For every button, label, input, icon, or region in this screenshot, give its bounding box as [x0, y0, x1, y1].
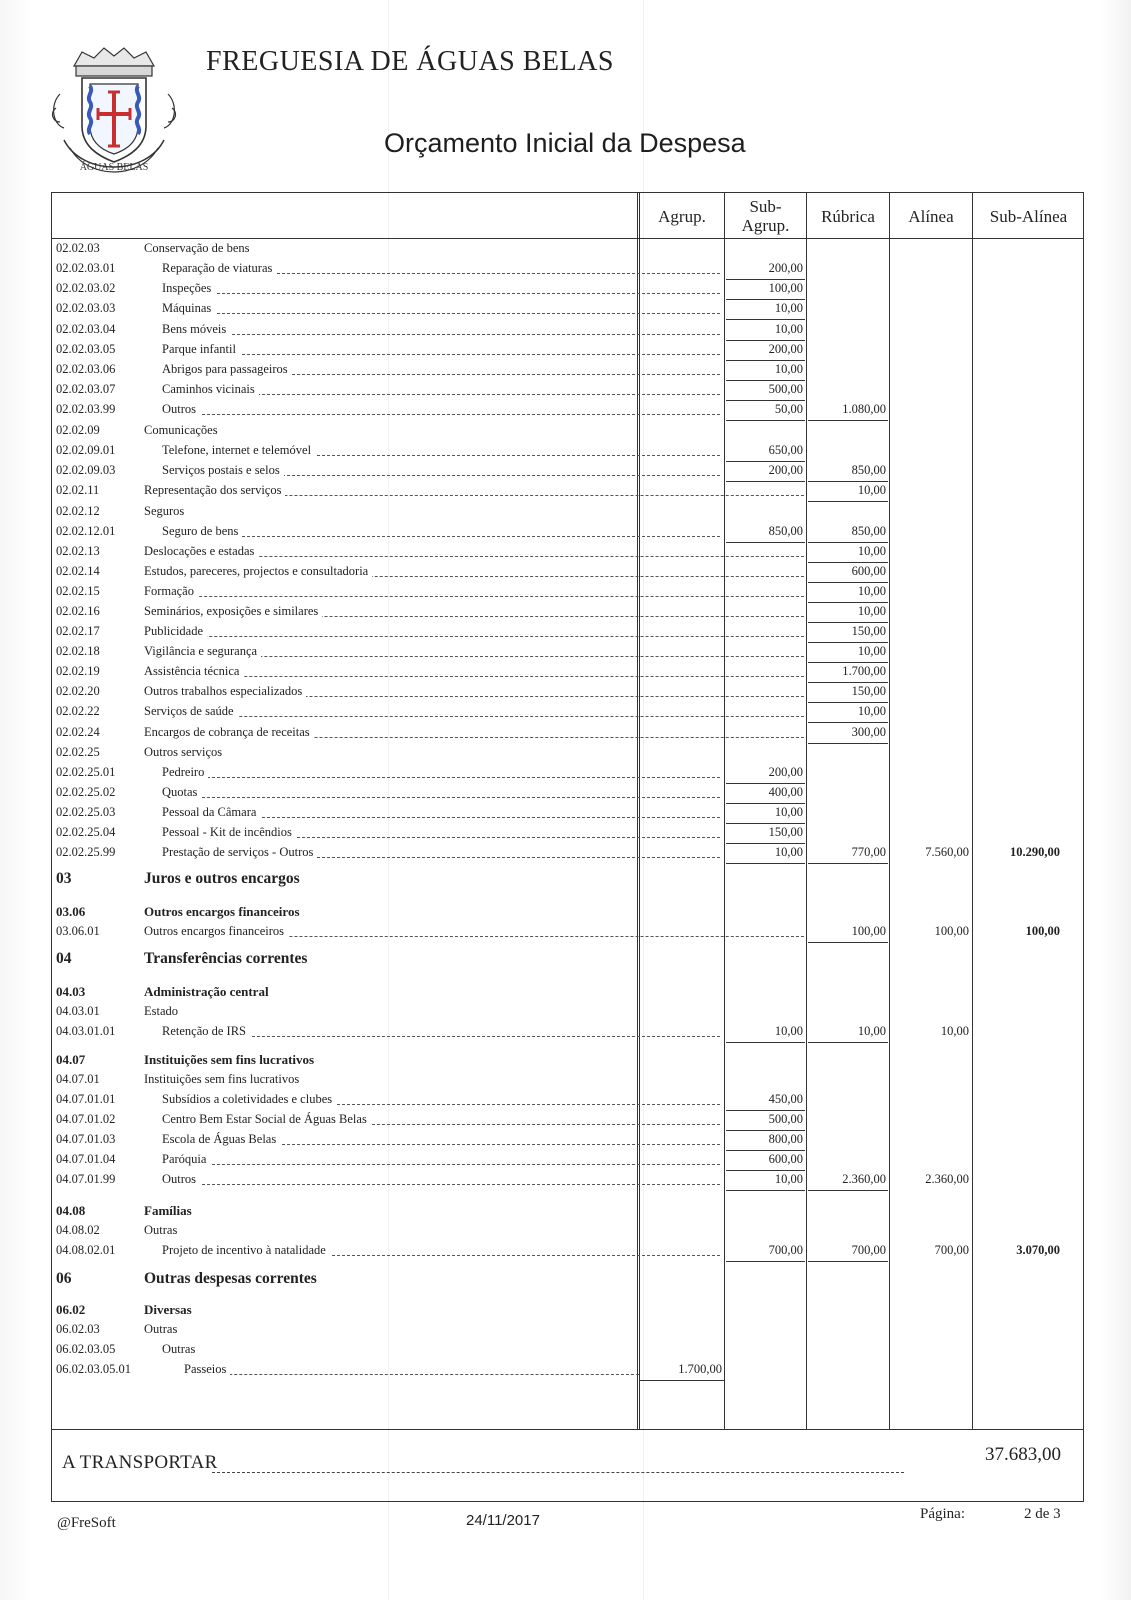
row-description: Conservação de bens	[144, 241, 254, 256]
row-description: Seguros	[144, 504, 188, 519]
table-row	[54, 1070, 1084, 1090]
leader-dashes	[162, 1164, 720, 1165]
row-description: Reparação de viaturas	[162, 261, 276, 276]
row-code: 02.02.03.04	[56, 322, 116, 336]
table-row	[54, 1201, 1084, 1221]
value-sub-agrup: 700,00	[768, 1243, 803, 1257]
leader-dashes	[144, 716, 804, 717]
value-sub-agrup: 100,00	[768, 281, 803, 295]
row-code: 04.03	[56, 984, 86, 999]
value-rubrica: 2.360,00	[842, 1172, 886, 1186]
row-code: 06.02.03	[56, 1322, 100, 1336]
row-description: Outros encargos financeiros	[144, 904, 304, 920]
value-sub-agrup: 150,00	[768, 825, 803, 839]
row-code: 02.02.09.01	[56, 443, 116, 457]
row-description: Assistência técnica	[144, 664, 243, 679]
transport-total: 37.683,00	[985, 1444, 1061, 1465]
leader-dashes	[162, 1184, 720, 1185]
value-rubrica: 1.700,00	[842, 664, 886, 678]
software-credit: @FreSoft	[57, 1515, 116, 1531]
table-row	[54, 723, 1084, 743]
table-bottom-divider	[51, 1429, 1084, 1430]
leader-dashes	[162, 536, 720, 537]
table-row	[54, 922, 1084, 942]
page-label: Página:	[920, 1506, 965, 1522]
row-description: Quotas	[162, 785, 201, 800]
row-code: 04.08.02.01	[56, 1243, 116, 1257]
row-description: Parque infantil	[162, 342, 240, 357]
table-row	[54, 1150, 1084, 1170]
row-code: 02.02.15	[56, 584, 100, 598]
row-code: 02.02.22	[56, 704, 100, 718]
column-header-sub-agrup	[725, 196, 806, 236]
leader-dashes	[162, 414, 720, 415]
value-rubrica: 300,00	[851, 725, 886, 739]
value-sub-agrup: 10,00	[774, 805, 803, 819]
row-description: Comunicações	[144, 423, 222, 438]
row-description: Pedreiro	[162, 765, 208, 780]
value-rubrica: 150,00	[851, 684, 886, 698]
value-rubrica: 850,00	[851, 524, 886, 538]
value-rubrica: 10,00	[857, 584, 886, 598]
row-description: Representação dos serviços	[144, 483, 285, 498]
table-row	[54, 502, 1084, 522]
value-sub-agrup: 850,00	[768, 524, 803, 538]
row-description: Outros	[162, 402, 200, 417]
row-description: Outros trabalhos especializados	[144, 684, 306, 699]
transport-leader	[212, 1472, 904, 1473]
subtotal-rule	[808, 863, 888, 864]
row-description: Formação	[144, 584, 198, 599]
row-description: Escola de Águas Belas	[162, 1132, 280, 1147]
table-row	[54, 421, 1084, 441]
row-description: Estado	[144, 1004, 182, 1019]
row-code: 02.02.09	[56, 423, 100, 437]
value-rubrica: 10,00	[857, 704, 886, 718]
value-sub-agrup: 200,00	[768, 261, 803, 275]
leader-dashes	[144, 636, 804, 637]
value-sub-alinea: 3.070,00	[1016, 1243, 1060, 1257]
row-code: 04.07.01	[56, 1072, 100, 1086]
row-description: Outras	[144, 1322, 181, 1337]
row-description: Juros e outros encargos	[144, 870, 304, 888]
value-sub-agrup: 500,00	[768, 1112, 803, 1126]
table-row	[54, 441, 1084, 461]
row-code: 02.02.03	[56, 241, 100, 255]
row-code: 02.02.16	[56, 604, 100, 618]
row-code: 04.07.01.01	[56, 1092, 116, 1106]
value-sub-agrup: 10,00	[774, 322, 803, 336]
leader-dashes	[162, 334, 720, 335]
row-description: Prestação de serviços - Outros	[162, 845, 317, 860]
row-description: Centro Bem Estar Social de Águas Belas	[162, 1112, 371, 1127]
value-rubrica: 10,00	[857, 644, 886, 658]
column-header-agrup: Agrup.	[658, 206, 706, 226]
leader-dashes	[162, 293, 720, 294]
value-sub-agrup: 600,00	[768, 1152, 803, 1166]
value-rubrica: 1.080,00	[842, 402, 886, 416]
row-code: 02.02.25.99	[56, 845, 116, 859]
value-rubrica: 10,00	[857, 483, 886, 497]
document-date: 24/11/2017	[466, 1512, 540, 1529]
table-row	[54, 602, 1084, 622]
row-description: Vigilância e segurança	[144, 644, 261, 659]
value-rubrica: 150,00	[851, 624, 886, 638]
value-rubrica: 100,00	[851, 924, 886, 938]
table-row	[54, 1340, 1084, 1360]
row-description: Estudos, pareceres, projectos e consultadoria	[144, 564, 372, 579]
organization-name: FREGUESIA DE ÁGUAS BELAS	[206, 46, 614, 77]
row-code: 04.07.01.99	[56, 1172, 116, 1186]
value-sub-agrup: 650,00	[768, 443, 803, 457]
table-row	[54, 1360, 1084, 1380]
leader-dashes	[162, 313, 720, 314]
row-code: 06.02	[56, 1302, 86, 1317]
row-description: Inspeções	[162, 281, 215, 296]
table-row	[54, 763, 1084, 783]
row-code: 02.02.03.01	[56, 261, 116, 275]
row-description: Outros encargos financeiros	[144, 924, 288, 939]
row-description: Passeios	[184, 1362, 230, 1377]
row-description: Publicidade	[144, 624, 207, 639]
column-header-sub-agrup-line1: Sub-	[749, 197, 782, 216]
row-description: Deslocações e estadas	[144, 544, 258, 559]
row-description: Encargos de cobrança de receitas	[144, 725, 314, 740]
row-description: Outras	[162, 1342, 199, 1357]
row-description: Outras despesas correntes	[144, 1270, 321, 1288]
table-row	[54, 481, 1084, 501]
row-code: 02.02.03.99	[56, 402, 116, 416]
table-row	[54, 259, 1084, 279]
row-code: 04.08	[56, 1203, 86, 1218]
subtotal-rule	[808, 942, 888, 943]
value-sub-agrup: 10,00	[774, 362, 803, 376]
table-row	[54, 1170, 1084, 1190]
row-code: 03.06.01	[56, 924, 100, 938]
leader-dashes	[184, 1374, 639, 1375]
row-code: 04.07.01.03	[56, 1132, 116, 1146]
table-row	[54, 622, 1084, 642]
row-description: Seguro de bens	[162, 524, 242, 539]
value-sub-agrup: 450,00	[768, 1092, 803, 1106]
row-description: Pessoal da Câmara	[162, 805, 260, 820]
table-row	[54, 743, 1084, 763]
row-description: Outras	[144, 1223, 181, 1238]
subtotal-rule	[726, 863, 805, 864]
value-alinea: 10,00	[940, 1024, 969, 1038]
row-code: 02.02.18	[56, 644, 100, 658]
value-rubrica: 10,00	[857, 604, 886, 618]
row-code: 02.02.25.01	[56, 765, 116, 779]
row-description: Projeto de incentivo à natalidade	[162, 1243, 330, 1258]
value-sub-agrup: 10,00	[774, 845, 803, 859]
table-row	[54, 360, 1084, 380]
row-code: 04.07	[56, 1052, 86, 1067]
value-rubrica: 10,00	[857, 544, 886, 558]
row-description: Paróquia	[162, 1152, 210, 1167]
value-sub-agrup: 10,00	[774, 1024, 803, 1038]
section-heading-row	[54, 870, 1084, 890]
table-row	[54, 400, 1084, 420]
table-row	[54, 902, 1084, 922]
value-sub-agrup: 200,00	[768, 342, 803, 356]
value-sub-alinea: 100,00	[1025, 924, 1060, 938]
value-sub-alinea: 10.290,00	[1010, 845, 1060, 859]
row-description: Famílias	[144, 1203, 196, 1219]
row-description: Transferências correntes	[144, 950, 311, 968]
row-code: 02.02.13	[56, 544, 100, 558]
table-row	[54, 320, 1084, 340]
row-code: 06.02.03.05	[56, 1342, 116, 1356]
row-code: 02.02.11	[56, 483, 100, 497]
leader-dashes	[162, 797, 720, 798]
subtotal-rule	[726, 1261, 805, 1262]
table-row	[54, 982, 1084, 1002]
value-sub-agrup: 200,00	[768, 463, 803, 477]
row-code: 02.02.03.07	[56, 382, 116, 396]
row-description: Outros	[162, 1172, 200, 1187]
row-description: Bens móveis	[162, 322, 230, 337]
subtotal-rule	[808, 1190, 888, 1191]
table-row	[54, 582, 1084, 602]
row-code: 02.02.19	[56, 664, 100, 678]
table-row	[54, 1221, 1084, 1241]
table-row	[54, 803, 1084, 823]
parish-crest-icon	[46, 44, 182, 184]
table-row	[54, 1241, 1084, 1261]
row-code: 02.02.25	[56, 745, 100, 759]
column-header-sub-alinea: Sub-Alínea	[989, 206, 1068, 226]
row-description: Máquinas	[162, 301, 215, 316]
subtotal-rule	[640, 1380, 724, 1381]
row-code: 06	[56, 1270, 72, 1287]
row-code: 02.02.25.04	[56, 825, 116, 839]
row-code: 04.07.01.02	[56, 1112, 116, 1126]
leader-dashes	[162, 777, 720, 778]
leader-dashes	[162, 354, 720, 355]
row-description: Pessoal - Kit de incêndios	[162, 825, 296, 840]
row-code: 02.02.25.02	[56, 785, 116, 799]
table-row	[54, 1090, 1084, 1110]
table-row	[54, 1300, 1084, 1320]
table-row	[54, 340, 1084, 360]
row-description: Caminhos vicinais	[162, 382, 259, 397]
value-rubrica: 850,00	[851, 463, 886, 477]
row-description: Serviços de saúde	[144, 704, 238, 719]
value-sub-agrup: 10,00	[774, 301, 803, 315]
table-row	[54, 380, 1084, 400]
table-row	[54, 279, 1084, 299]
column-header-sub-agrup-line2: Agrup.	[741, 216, 790, 235]
table-row	[54, 662, 1084, 682]
table-row	[54, 702, 1084, 722]
page-number: 2 de 3	[1024, 1506, 1061, 1522]
row-description: Telefone, internet e telemóvel	[162, 443, 315, 458]
value-alinea: 7.560,00	[925, 845, 969, 859]
row-code: 04.07.01.04	[56, 1152, 116, 1166]
table-row	[54, 1022, 1084, 1042]
table-row	[54, 522, 1084, 542]
row-code: 03.06	[56, 904, 86, 919]
crest-text: ÁGUAS BELAS	[79, 162, 149, 173]
section-heading-row	[54, 950, 1084, 970]
value-rubrica: 700,00	[851, 1243, 886, 1257]
column-header-rubrica: Rúbrica	[821, 206, 875, 226]
subtotal-rule	[726, 1042, 805, 1043]
row-description: Administração central	[144, 984, 273, 1000]
value-sub-agrup: 50,00	[774, 402, 803, 416]
row-description: Abrigos para passageiros	[162, 362, 292, 377]
value-alinea: 700,00	[934, 1243, 969, 1257]
row-code: 02.02.14	[56, 564, 100, 578]
value-rubrica: 770,00	[851, 845, 886, 859]
row-code: 02.02.03.06	[56, 362, 116, 376]
table-row	[54, 239, 1084, 259]
row-description: Instituições sem fins lucrativos	[144, 1052, 318, 1068]
row-code: 04.03.01	[56, 1004, 100, 1018]
table-row	[54, 642, 1084, 662]
row-code: 02.02.17	[56, 624, 100, 638]
row-code: 02.02.24	[56, 725, 100, 739]
row-description: Retenção de IRS	[162, 1024, 250, 1039]
value-sub-agrup: 10,00	[774, 1172, 803, 1186]
subtotal-rule	[808, 1261, 888, 1262]
table-row	[54, 299, 1084, 319]
table-row	[54, 1320, 1084, 1340]
row-code: 04	[56, 950, 72, 967]
table-row	[54, 823, 1084, 843]
value-sub-agrup: 500,00	[768, 382, 803, 396]
row-code: 02.02.03.05	[56, 342, 116, 356]
row-code: 02.02.03.03	[56, 301, 116, 315]
leader-dashes	[144, 596, 804, 597]
row-description: Outros serviços	[144, 745, 226, 760]
table-row	[54, 843, 1084, 863]
value-rubrica: 600,00	[851, 564, 886, 578]
row-description: Instituições sem fins lucrativos	[144, 1072, 303, 1087]
row-description: Serviços postais e selos	[162, 463, 284, 478]
table-row	[54, 1110, 1084, 1130]
value-sub-agrup: 800,00	[768, 1132, 803, 1146]
table-row	[54, 783, 1084, 803]
value-sub-agrup: 200,00	[768, 765, 803, 779]
table-row	[54, 562, 1084, 582]
table-row	[54, 461, 1084, 481]
row-code: 02.02.03.02	[56, 281, 116, 295]
row-code: 02.02.20	[56, 684, 100, 698]
subtotal-rule	[808, 1042, 888, 1043]
section-heading-row	[54, 1270, 1084, 1290]
row-description: Subsídios a coletividades e clubes	[162, 1092, 336, 1107]
transport-label: A TRANSPORTAR	[62, 1452, 218, 1473]
table-row	[54, 1050, 1084, 1070]
value-agrup: 1.700,00	[678, 1362, 722, 1376]
table-row	[54, 1130, 1084, 1150]
value-rubrica: 10,00	[857, 1024, 886, 1038]
document-title: Orçamento Inicial da Despesa	[384, 128, 746, 158]
row-code: 04.08.02	[56, 1223, 100, 1237]
row-code: 06.02.03.05.01	[56, 1362, 131, 1376]
value-alinea: 2.360,00	[925, 1172, 969, 1186]
table-row	[54, 542, 1084, 562]
row-code: 02.02.12.01	[56, 524, 116, 538]
column-header-alinea: Alínea	[908, 206, 954, 226]
row-code: 04.03.01.01	[56, 1024, 116, 1038]
row-description: Diversas	[144, 1302, 196, 1318]
row-description: Seminários, exposições e similares	[144, 604, 322, 619]
row-code: 02.02.09.03	[56, 463, 116, 477]
value-sub-agrup: 400,00	[768, 785, 803, 799]
table-row	[54, 682, 1084, 702]
value-alinea: 100,00	[934, 924, 969, 938]
row-code: 02.02.25.03	[56, 805, 116, 819]
row-code: 03	[56, 870, 72, 887]
row-code: 02.02.12	[56, 504, 100, 518]
subtotal-rule	[726, 1190, 805, 1191]
table-row	[54, 1002, 1084, 1022]
